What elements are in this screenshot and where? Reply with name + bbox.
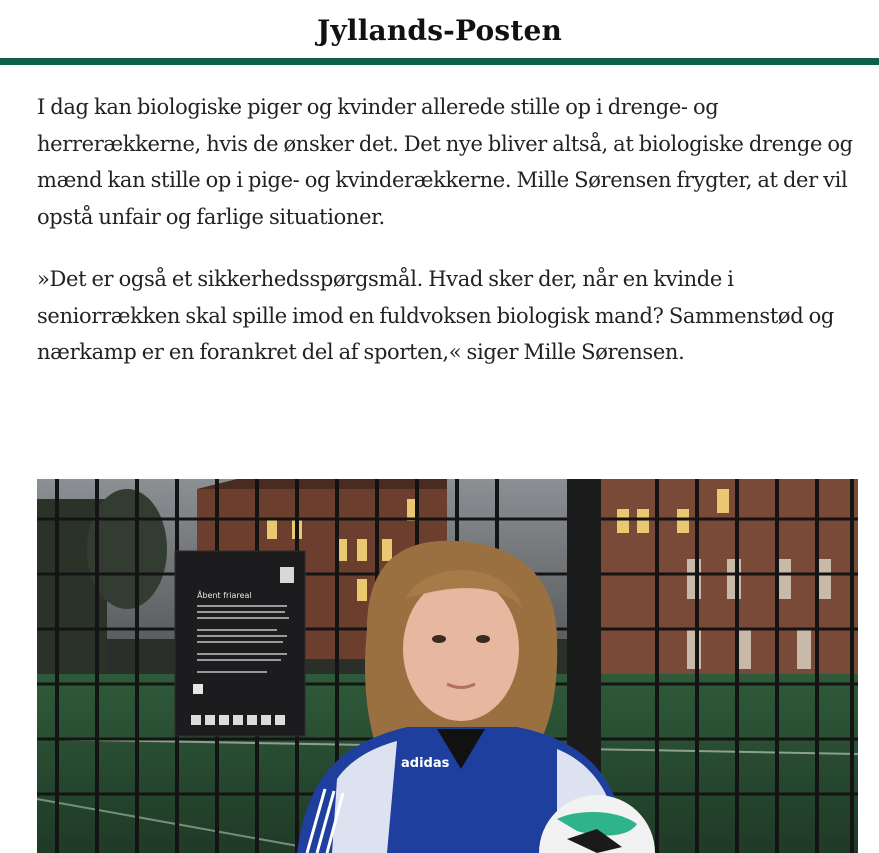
masthead-divider [0,58,879,65]
jacket-brand-text: adidas [401,756,450,771]
sign-heading: Åbent friareal [197,591,252,600]
photo-illustration [37,479,858,853]
article-paragraph: I dag kan biologiske piger og kvinder allerede stille op i drenge- og herrerækkerne, hvis de ønsker det. Det nye bliver altså, at biologiske drenge og mænd kan stille op i pige- og kvinderækkerne. Mille Sørensen frygter, at der vil opstå unfair og farlige situationer. [37,95,853,229]
publication-title[interactable]: Jyllands-Posten [316,13,563,47]
masthead [0,0,879,56]
article-body [37,89,857,397]
article-paragraph: »Det er også et sikkerhedsspørgsmål. Hvad sker der, når en kvinde i seniorrækken skal spille imod en fuldvoksen biologisk mand? Sammenstød og nærkamp er en forankret del af sporten,« siger Mille Sørensen. [37,267,835,364]
article-photo[interactable] [37,479,858,853]
